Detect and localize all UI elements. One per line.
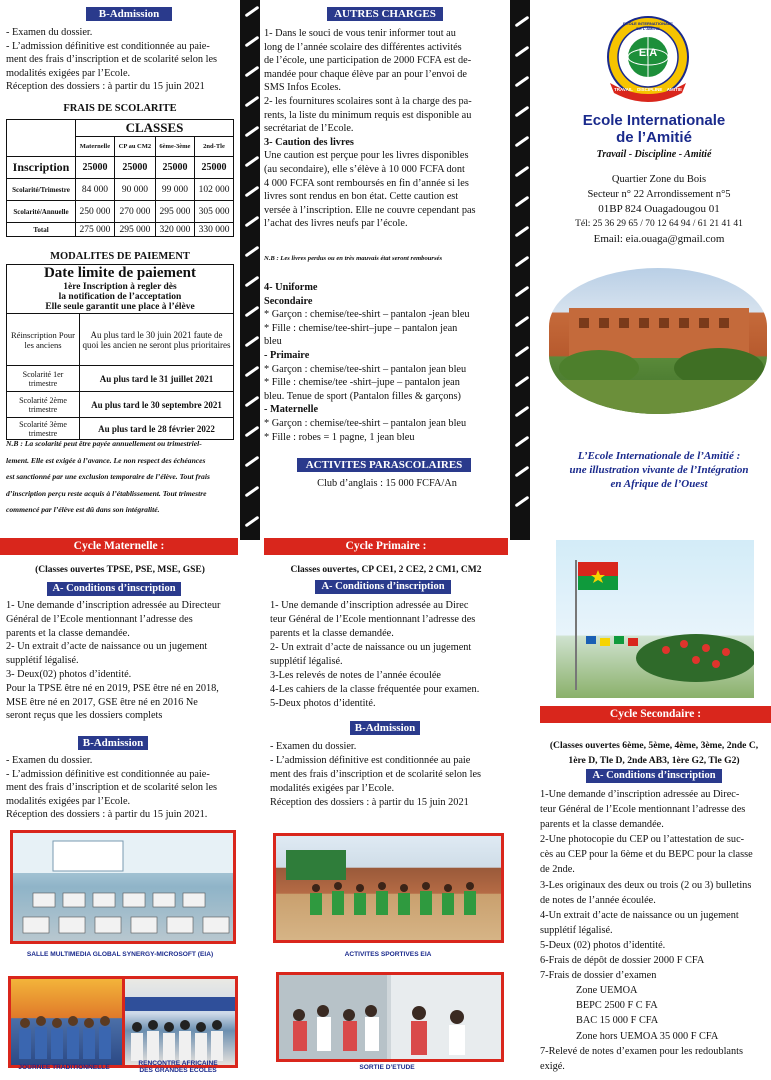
line: de l’école, une participation de 2000 FCFA est de- <box>264 55 472 67</box>
line: - Examen du dossier. <box>6 755 93 766</box>
children-group-icon <box>11 979 123 1065</box>
secondaire-cond-header: A- Conditions d’inscription <box>586 769 722 783</box>
exam-fee-line: BEPC 2500 F C FA <box>576 1000 658 1012</box>
line: 4-Un extrait d’acte de naissance ou un jugement <box>540 909 739 921</box>
line: ment des frais d’inscription et de scolarité selon les <box>6 54 218 66</box>
activites-header: ACTIVITES PARASCOLAIRES <box>297 458 471 472</box>
building-icon <box>549 268 767 414</box>
school-building-photo <box>549 268 767 414</box>
line: 7-Relevé de notes d’examen pour les redoublants <box>540 1045 744 1057</box>
fees-cell: 305 000 <box>195 201 234 223</box>
deadline-title: Date limite de paiement <box>43 265 197 281</box>
ribbon-word: TRAVAIL <box>614 87 633 92</box>
line: ment des frais d’inscription et de scolarité selon les <box>270 769 482 780</box>
classes-line: (Classes ouvertes 6ème, 5ème, 4ème, 3ème, 2nde C, <box>549 740 759 751</box>
line: 2- les fournitures scolaires sont à la charge des pa- <box>264 95 472 107</box>
fees-cell: 25000 <box>195 157 234 179</box>
fees-header: 6ème-3ème <box>155 137 194 157</box>
athletes-icon <box>276 836 501 940</box>
line: secrétariat de l’Ecole. <box>264 123 354 135</box>
line: - Examen du dossier. <box>270 741 357 752</box>
line: parents et la classe demandée. <box>540 819 664 831</box>
line: cès au CEP pour la 6ème et du BEPC pour la classe <box>540 849 753 861</box>
autres-charges-header: AUTRES CHARGES <box>327 7 443 21</box>
fees-cell: 25000 <box>155 157 194 179</box>
maternelle-classes: (Classes ouvertes TPSE, PSE, MSE, GSE) <box>35 565 205 575</box>
maternelle-cond-header: A- Conditions d’inscription <box>47 582 181 596</box>
fees-cell: 99 000 <box>155 179 194 201</box>
sortie-caption: SORTIE D’ETUDE <box>359 1064 415 1071</box>
decor-strip-right <box>510 0 530 540</box>
line: * Garçon : chemise/tee-shirt – pantalon jean bleu <box>264 363 467 375</box>
fees-row-label: Total <box>7 223 76 237</box>
exam-fee-line: Zone UEMOA <box>576 985 638 997</box>
rencontre-photo <box>122 976 238 1068</box>
payment-title: MODALITES DE PAIEMENT <box>50 251 190 262</box>
flag-photo <box>556 540 754 698</box>
fees-cell: 295 000 <box>155 201 194 223</box>
school-address <box>560 172 758 247</box>
fees-corner <box>7 120 76 157</box>
col1-nb <box>6 436 238 519</box>
col1-admission-text <box>6 26 238 94</box>
bus-trip-icon <box>279 975 501 1059</box>
address-line: Tél: 25 36 29 65 / 70 12 64 94 / 61 21 41 41 <box>575 219 743 229</box>
line: * Fille : chemise/tee -shirt–jupe – pantalon jean <box>264 377 460 389</box>
line: long de l’année scolaire des différentes activités <box>264 41 462 53</box>
line: 5-Deux (02) photos d’identité. <box>540 939 666 951</box>
school-motto: Travail - Discipline - Amitié <box>596 149 712 160</box>
slogan-line: L’Ecole Internationale de l’Amitié : <box>577 450 741 462</box>
logo-ring-text: ECOLE INTERNATIONALE DE L'AMITIE <box>623 21 673 31</box>
line: supplétif légalisé. <box>270 656 343 667</box>
fees-header: CP au CM2 <box>114 137 155 157</box>
line: Réception des dossiers : à partir du 15 juin 2021 <box>270 797 469 808</box>
line: parents et la classe demandée. <box>270 628 394 639</box>
uniform-primaire: - Primaire <box>264 349 310 361</box>
line: 2-Une photocopie du CEP ou l’attestation de suc- <box>540 834 745 846</box>
line: - Examen du dossier. <box>6 27 93 38</box>
line: exigé. <box>540 1060 565 1072</box>
multimedia-photo <box>10 830 236 944</box>
decor-strip-left <box>240 0 260 540</box>
slogan-line: en Afrique de l’Ouest <box>610 478 708 490</box>
deadline-sub: 1ère Inscription à regler dès <box>63 282 177 292</box>
school-name <box>556 112 752 146</box>
primaire-cond-header: A- Conditions d’inscription <box>315 580 451 594</box>
line: - L’admission définitive est conditionnée au paie <box>270 755 471 766</box>
line: bleu <box>264 336 282 348</box>
deadline-value: Au plus tard le 30 septembre 2021 <box>80 392 234 418</box>
nb-line: commencé par l’élève est dû dans son intégralité. <box>6 505 160 514</box>
logo-ribbon-text <box>614 87 682 92</box>
exam-fee-line: Zone hors UEMOA 35 000 F CFA <box>576 1030 719 1042</box>
maternelle-adm-text <box>6 754 238 822</box>
fees-cell: 102 000 <box>195 179 234 201</box>
nb-line: est sanctionné par une exclusion temporaire de l’élève. Tout frais <box>6 472 210 481</box>
line: modalités exigées par l’Ecole. <box>6 67 131 79</box>
address-line: 01BP 824 Ouagadougou 01 <box>598 203 720 215</box>
line: seront reçus que les dossiers complets <box>6 710 163 722</box>
fees-cell: 295 000 <box>114 223 155 237</box>
line: * Garçon : chemise/tee-shirt – pantalon -jean bleu <box>264 309 470 321</box>
fees-row-label: Scolarité/Annuelle <box>7 201 76 223</box>
line: bleu. Tenue de sport (Pantalon filles & garçons) <box>264 390 461 402</box>
ribbon-word: AMITIE <box>666 87 682 92</box>
fees-classes-label: CLASSES <box>76 120 234 137</box>
maternelle-adm-header: B-Admission <box>78 736 148 750</box>
fees-cell: 25000 <box>76 157 115 179</box>
slogan <box>552 449 766 491</box>
deadline-label: Réinscription Pour les anciens <box>7 314 80 366</box>
exam-fee-line: BAC 15 000 F CFA <box>576 1015 659 1027</box>
line: de 2nde. <box>540 864 575 876</box>
deadline-value: Au plus tard le 31 juillet 2021 <box>80 366 234 392</box>
line: de notes de l’année écoulée. <box>540 894 656 906</box>
primaire-adm-header: B-Admission <box>350 721 420 735</box>
address-line: Quartier Zone du Bois <box>611 174 707 185</box>
charges-text <box>264 27 508 231</box>
fees-header: 2nd-Tle <box>195 137 234 157</box>
line: 3- Deux(02) photos d’identité. <box>6 668 132 680</box>
uniform-maternelle: - Maternelle <box>264 404 319 416</box>
fees-row-label: Scolarité/Trimestre <box>7 179 76 201</box>
line: 7-Frais de dossier d’examen <box>540 970 657 982</box>
line: Pour la TPSE être né en 2019, PSE être né en 2018, <box>6 682 219 694</box>
sport-photo <box>273 833 504 943</box>
fees-table-wrap <box>6 119 234 237</box>
caution-title: 3- Caution des livres <box>264 136 354 148</box>
logo-center-text: EIA <box>638 47 658 59</box>
fees-cell: 250 000 <box>76 201 115 223</box>
fees-cell: 84 000 <box>76 179 115 201</box>
fees-header: Maternelle <box>76 137 115 157</box>
line: - L’admission définitive est conditionnée au paie- <box>6 768 210 780</box>
tradition-caption: JOURNEE TRADITIONNELLE <box>18 1064 110 1071</box>
classroom-icon <box>13 833 233 941</box>
line: * Fille : chemise/tee-shirt–jupe – pantalon jean <box>264 322 458 334</box>
deadline-table <box>6 264 234 440</box>
line: Une caution est perçue pour les livres disponibles <box>264 150 469 162</box>
fees-cell: 320 000 <box>155 223 194 237</box>
line: Général de l’Ecole mentionnant l’adresse des <box>6 613 193 625</box>
address-line: Email: eia.ouaga@gmail.com <box>593 233 725 245</box>
line: rents, la liste du minimum requis est disponible au <box>264 109 472 121</box>
deadline-label: Scolarité 3ème trimestre <box>7 418 80 440</box>
line: parents et la classe demandée. <box>6 627 130 639</box>
line: * Garçon : chemise/tee-shirt – pantalon jean bleu <box>264 417 467 429</box>
deadline-sub: Elle seule garantit une place à l’élève <box>45 302 195 312</box>
caption-line: DES GRANDES ECOLES <box>139 1067 217 1074</box>
nb-line: lement. Elle est exigée à l’avance. Le non respect des échéances <box>6 455 206 465</box>
line: Réception des dossiers : à partir du 15 juin 2021 <box>6 81 205 93</box>
nb-line: N.B : La scolarité peut être payée annuellement ou trimestriel- <box>6 439 202 448</box>
slogan-line: une illustration vivante de l’Intégration <box>569 464 749 476</box>
fees-cell: 25000 <box>114 157 155 179</box>
line: 1-Une demande d’inscription adressée au Direc- <box>540 789 740 800</box>
deadline-label: Scolarité 1er trimestre <box>7 366 80 392</box>
deadline-value: Au plus tard le 30 juin 2021 faute de quoi les ancien ne seront plus prioritaires <box>80 314 234 366</box>
activites-line: Club d’anglais : 15 000 FCFA/An <box>317 478 457 489</box>
rencontre-caption <box>122 1060 234 1074</box>
flag-icon <box>556 540 754 698</box>
line: 4-Les cahiers de la classe fréquentée pour examen. <box>270 684 480 695</box>
tradition-photo <box>8 976 126 1068</box>
deadline-sub: la notification de l’acceptation <box>58 292 182 302</box>
fees-title: FRAIS DE SCOLARITE <box>63 103 177 114</box>
students-icon <box>125 979 235 1065</box>
uniform-text <box>264 281 508 444</box>
line: 1- Dans le souci de vous tenir informer tout au <box>264 28 456 39</box>
sortie-photo <box>276 972 504 1062</box>
line: 2- Un extrait d’acte de naissance ou un jugement <box>270 642 472 653</box>
caution-nb: N.B : Les livres perdus ou en très mauvais état seront remboursés <box>264 255 443 262</box>
primaire-adm-text <box>270 740 510 810</box>
line: 3-Les originaux des deux ou trois (2 ou 3) bulletins <box>540 879 752 891</box>
deadline-label: Scolarité 2ème trimestre <box>7 392 80 418</box>
fees-cell: 270 000 <box>114 201 155 223</box>
maternelle-cond-text <box>6 599 238 723</box>
uniform-secondaire: Secondaire <box>264 295 313 307</box>
line: * Fille : robes = 1 pagne, 1 jean bleu <box>264 431 415 443</box>
secondaire-banner: Cycle Secondaire : <box>540 706 771 723</box>
classes-line: 1ère D, Tle D, 2nde AB3, 1ère G2, Tle G2) <box>568 755 740 766</box>
deadline-value: Au plus tard le 28 février 2022 <box>80 418 234 440</box>
line: 3-Les relevés de notes de l’année écoulée <box>270 670 441 681</box>
fees-cell: 275 000 <box>76 223 115 237</box>
line: 1- Une demande d’inscription adressée au Direc <box>270 600 469 611</box>
line: (au secondaire), elle s’élève à 10 000 FCFA dont <box>264 163 465 175</box>
line: MSE être né en 2017, GSE être né en 2016 Ne <box>6 696 198 708</box>
secondaire-classes <box>536 738 771 768</box>
b-admission-header: B-Admission <box>86 7 172 21</box>
line: teur Général de l’Ecole mentionnant l’adresse des <box>270 614 476 625</box>
secondaire-cond-text <box>540 787 770 1074</box>
fees-cell: 90 000 <box>114 179 155 201</box>
sport-caption: ACTIVITES SPORTIVES EIA <box>344 951 432 958</box>
line: teur Général de l’Ecole mentionnant l’adresse des <box>540 804 746 816</box>
line: mandée pour chaque élève par an pour l’envoi de <box>264 68 467 80</box>
line: modalités exigées par l’Ecole. <box>6 795 131 807</box>
line: 5-Deux photos d’identité. <box>270 698 376 709</box>
line: - L’admission définitive est conditionnée au paie- <box>6 40 210 52</box>
line: modalités exigées par l’Ecole. <box>270 783 395 794</box>
fees-cell: 330 000 <box>195 223 234 237</box>
line: 6-Frais de dépôt de dossier 2000 F CFA <box>540 955 705 967</box>
line: 2- Un extrait d’acte de naissance ou un jugement <box>6 641 208 653</box>
primaire-banner: Cycle Primaire : <box>264 538 508 555</box>
nb-line: d’inscription perçu reste acquis à l’établissement. Tout trimestre <box>6 488 207 498</box>
address-line: Secteur n° 22 Arrondissement n°5 <box>587 189 731 200</box>
deadline-table-wrap <box>6 264 234 440</box>
line: 1- Une demande d’inscription adressée au Directeur <box>6 600 221 611</box>
primaire-cond-text <box>270 599 510 711</box>
maternelle-banner: Cycle Maternelle : <box>0 538 238 555</box>
line: supplétif légalisé. <box>6 655 79 667</box>
ribbon-word: DISCIPLINE <box>637 87 663 92</box>
fees-row-label: Inscription <box>7 157 76 179</box>
multimedia-caption: SALLE MULTIMEDIA GLOBAL SYNERGY-MICROSOFT (EIA) <box>26 951 214 958</box>
line: Réception des dossiers : à partir du 15 juin 2021. <box>6 809 208 821</box>
line: versée à l’inscription. Elle ne couvre cependant pas <box>264 204 476 216</box>
line: l’achat des livres neufs par l’école. <box>264 218 408 230</box>
line: SMS Infos Ecoles. <box>264 82 341 94</box>
school-logo <box>600 13 696 109</box>
uniform-title: 4- Uniforme <box>264 282 318 293</box>
school-name-line1: Ecole Internationale <box>582 112 726 129</box>
line: supplétif légalisé. <box>540 924 613 936</box>
fees-table <box>6 119 234 237</box>
caption-line: RENCONTRE AFRICAINE <box>138 1060 218 1067</box>
line: ment des frais d’inscription et de scolarité selon les <box>6 782 218 794</box>
primaire-classes: Classes ouvertes, CP CE1, 2 CE2, 2 CM1, CM2 <box>290 565 482 575</box>
school-name-line2: de l’Amitié <box>616 129 692 146</box>
line: 4 000 FCFA sont remboursés en fin d’année si les <box>264 177 469 189</box>
line: livres sont rendus en bon état. Cette caution est <box>264 191 459 203</box>
